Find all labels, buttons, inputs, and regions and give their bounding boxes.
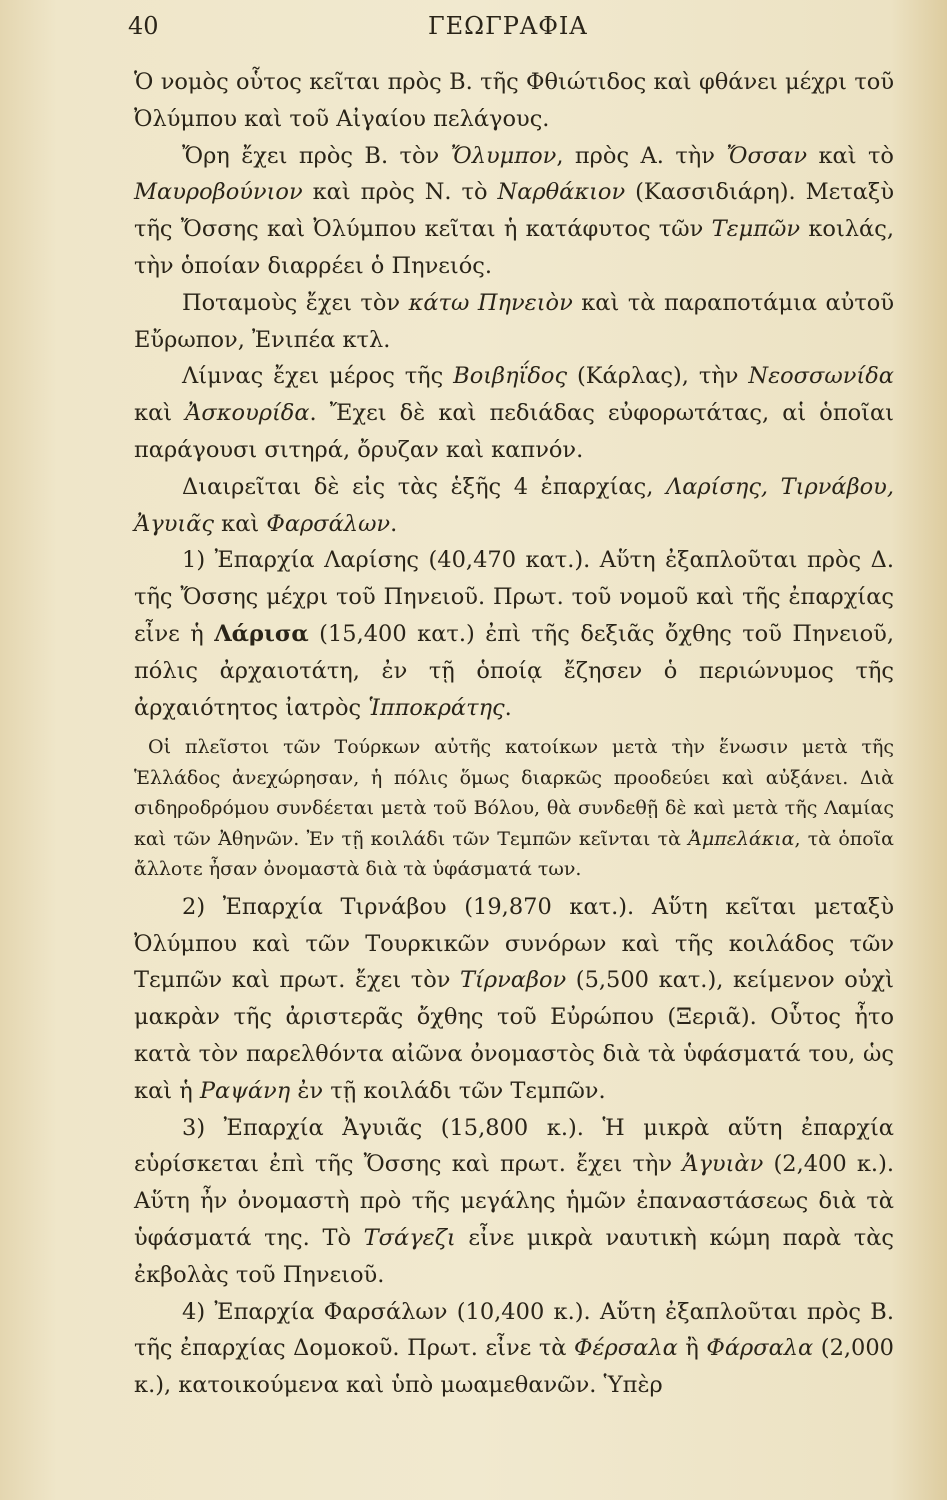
place-name: Φέρσαλα	[574, 1335, 678, 1362]
note-larisa	[134, 732, 894, 885]
text-run: (2,400 κ.). Αὕτη ἦν ὀνομαστὴ πρὸ τῆς μεγάλης ἡμῶν ἐπαναστάσεως διὰ τὰ ὑφάσματά της. Τὸ	[134, 1151, 894, 1252]
lake-name: Ἀσκουρίδα	[185, 400, 310, 427]
text-run: (5,500 κατ.), κείμενον οὐχὶ μακρὰν τῆς ἀριστερᾶς ὄχθης τοῦ Εὐρώπου (Ξεριᾶ). Οὗτος ἦτο κατὰ τὸν παρελθόντα αἰῶνα ὀνομαστὸς διὰ τὰ ὑφάσματά του, ὡς καὶ ἡ	[134, 967, 894, 1104]
mountain-name: Μαυροβούνιον	[134, 179, 303, 206]
mountain-name: Ὄλυμπον	[450, 142, 557, 169]
paragraph-lakes	[134, 358, 894, 468]
lake-name: Βοιβηΐδος	[453, 363, 568, 390]
text-run: καὶ τὰ παραποτάμια αὐτοῦ Εὔρωπον, Ἐνιπέα κτλ.	[134, 289, 895, 353]
text-run: (Κασσιδιάρη). Μεταξὺ τῆς Ὄσσης καὶ Ὀλύμπου κεῖται ἡ κατάφυτος τῶν	[134, 179, 894, 243]
paragraph-rivers	[134, 285, 894, 359]
text-run: (Κάρλας), τὴν	[567, 363, 749, 390]
lake-name: Νεοσσωνίδα	[748, 363, 894, 390]
running-title: ΓΕΩΓΡΑΦΙΑ	[428, 12, 588, 40]
text-run: καὶ πρὸς Ν. τὸ	[302, 179, 498, 206]
text-run: .	[504, 694, 512, 721]
page-header	[128, 8, 888, 44]
text-run: ἢ	[677, 1335, 707, 1362]
text-run: (15,400 κατ.) ἐπὶ τῆς δεξιᾶς ὄχθης τοῦ Πηνειοῦ, πόλις ἀρχαιοτάτη, ἐν τῇ ὁποίᾳ ἔζησεν ὁ περιώνυμος τῆς ἀρχαιότητος ἰατρὸς	[134, 620, 894, 721]
place-name: Τίρναβον	[460, 967, 567, 994]
text-run: Ποταμοὺς ἔχει τὸν	[182, 289, 409, 316]
body-text	[134, 64, 894, 1404]
valley-name: Τεμπῶν	[711, 216, 801, 243]
text-run: ἐν τῇ κοιλάδι τῶν Τεμπῶν.	[290, 1077, 606, 1104]
text-run: .	[390, 510, 398, 537]
river-name: κάτω Πηνειὸν	[408, 289, 573, 316]
text-run: εἶνε μικρὰ ναυτικὴ κώμη παρὰ τὰς ἐκβολὰς τοῦ Πηνειοῦ.	[134, 1225, 894, 1288]
place-name: Τσάγεζι	[363, 1225, 456, 1252]
place-name: Ἀγυιὰν	[682, 1151, 764, 1178]
text-run: Διαιρεῖται δὲ εἰς τὰς ἑξῆς 4 ἐπαρχίας,	[182, 473, 666, 500]
text-run: (2,000 κ.), κατοικούμενα καὶ ὑπὸ μωαμεθανῶν. Ὑπὲρ	[134, 1335, 894, 1399]
text-run: 2) Ἐπαρχία Τιρνάβου (19,870 κατ.). Αὕτη κεῖται μεταξὺ Ὀλύμπου καὶ τῶν Τουρκικῶν συνόρων καὶ τῆς κοιλάδος τῶν Τεμπῶν καὶ πρωτ. ἔχει τὸν	[134, 893, 894, 994]
text-run: . Ἔχει δὲ καὶ πεδιάδας εὐφορωτάτας, αἱ ὁποῖαι παράγουσι σιτηρά, ὄρυζαν καὶ καπνόν.	[134, 400, 895, 463]
place-name: Φάρσαλα	[706, 1335, 814, 1362]
text-run: 1) Ἐπαρχία Λαρίσης (40,470 κατ.). Αὕτη ἐξαπλοῦται πρὸς Δ. τῆς Ὄσσης μέχρι τοῦ Πηνειοῦ. Πρωτ. τοῦ νομοῦ καὶ τῆς ἐπαρχίας εἶνε ἡ	[134, 547, 894, 647]
text-run: Λίμνας ἔχει μέρος τῆς	[182, 363, 454, 390]
text-run: καὶ τὸ	[807, 142, 894, 169]
text-run: 4) Ἐπαρχία Φαρσάλων (10,400 κ.). Αὕτη ἐξαπλοῦται πρὸς Β. τῆς ἐπαρχίας Δομοκοῦ. Πρωτ. εἶνε τὰ	[134, 1298, 894, 1362]
text-run: καὶ	[134, 400, 186, 427]
text-run: 3) Ἐπαρχία Ἀγυιᾶς (15,800 κ.). Ἡ μικρὰ αὕτη ἐπαρχία εὑρίσκεται ἐπὶ τῆς Ὄσσης καὶ πρωτ. ἔχει τὴν	[134, 1114, 894, 1178]
paragraph-farsala	[134, 1294, 894, 1404]
text-run: Οἱ πλεῖστοι τῶν Τούρκων αὐτῆς κατοίκων μετὰ τὴν ἕνωσιν μετὰ τῆς Ἑλλάδος ἀνεχώρησαν, ἡ πόλις ὅμως διαρκῶς προοδεύει καὶ αὐξάνει. Διὰ σιδηροδρόμου συνδέεται μετὰ τοῦ Βόλου, θὰ συνδεθῇ δὲ καὶ μετὰ τῆς Λαμίας καὶ τῶν Ἀθηνῶν. Ἐν τῇ κοιλάδι τῶν Τεμπῶν κεῖνται τὰ	[134, 736, 894, 850]
place-name: Ἀμπελάκια	[688, 827, 795, 850]
text-run: , τὰ ὁποῖα ἄλλοτε ἦσαν ὀνομαστὰ διὰ τὰ ὑφάσματά των.	[134, 827, 894, 881]
paragraph-agyia	[134, 1110, 894, 1294]
mountain-name: Ὄσσαν	[726, 142, 808, 169]
person-name: Ἱπποκράτης	[368, 694, 505, 721]
paragraph-nomos: Ὁ νομὸς οὗτος κεῖται πρὸς Β. τῆς Φθιώτιδος καὶ φθάνει μέχρι τοῦ Ὀλύμπου καὶ τοῦ Αἰγαίου πελάγους.	[134, 69, 894, 132]
paragraph-divisions	[134, 469, 894, 543]
page-number: 40	[128, 12, 159, 40]
text-run: , πρὸς Α. τὴν	[556, 142, 727, 169]
province-name: Φαρσάλων	[266, 510, 391, 537]
paragraph-larisa	[134, 542, 894, 726]
place-name: Ραψάνη	[199, 1077, 291, 1104]
paragraph-mountains	[134, 138, 894, 285]
paragraph-tirnavos	[134, 889, 894, 1110]
mountain-name: Ναρθάκιον	[497, 179, 626, 206]
capital-name: Λάρισα	[214, 620, 309, 647]
text-run: Ὄρη ἔχει πρὸς Β. τὸν	[182, 142, 451, 169]
text-run: κοιλάς, τὴν ὁποίαν διαρρέει ὁ Πηνειός.	[134, 216, 895, 279]
text-run: καὶ	[214, 510, 267, 537]
province-names: Λαρίσης, Τιρνάβου, Ἀγυιᾶς	[134, 473, 894, 537]
